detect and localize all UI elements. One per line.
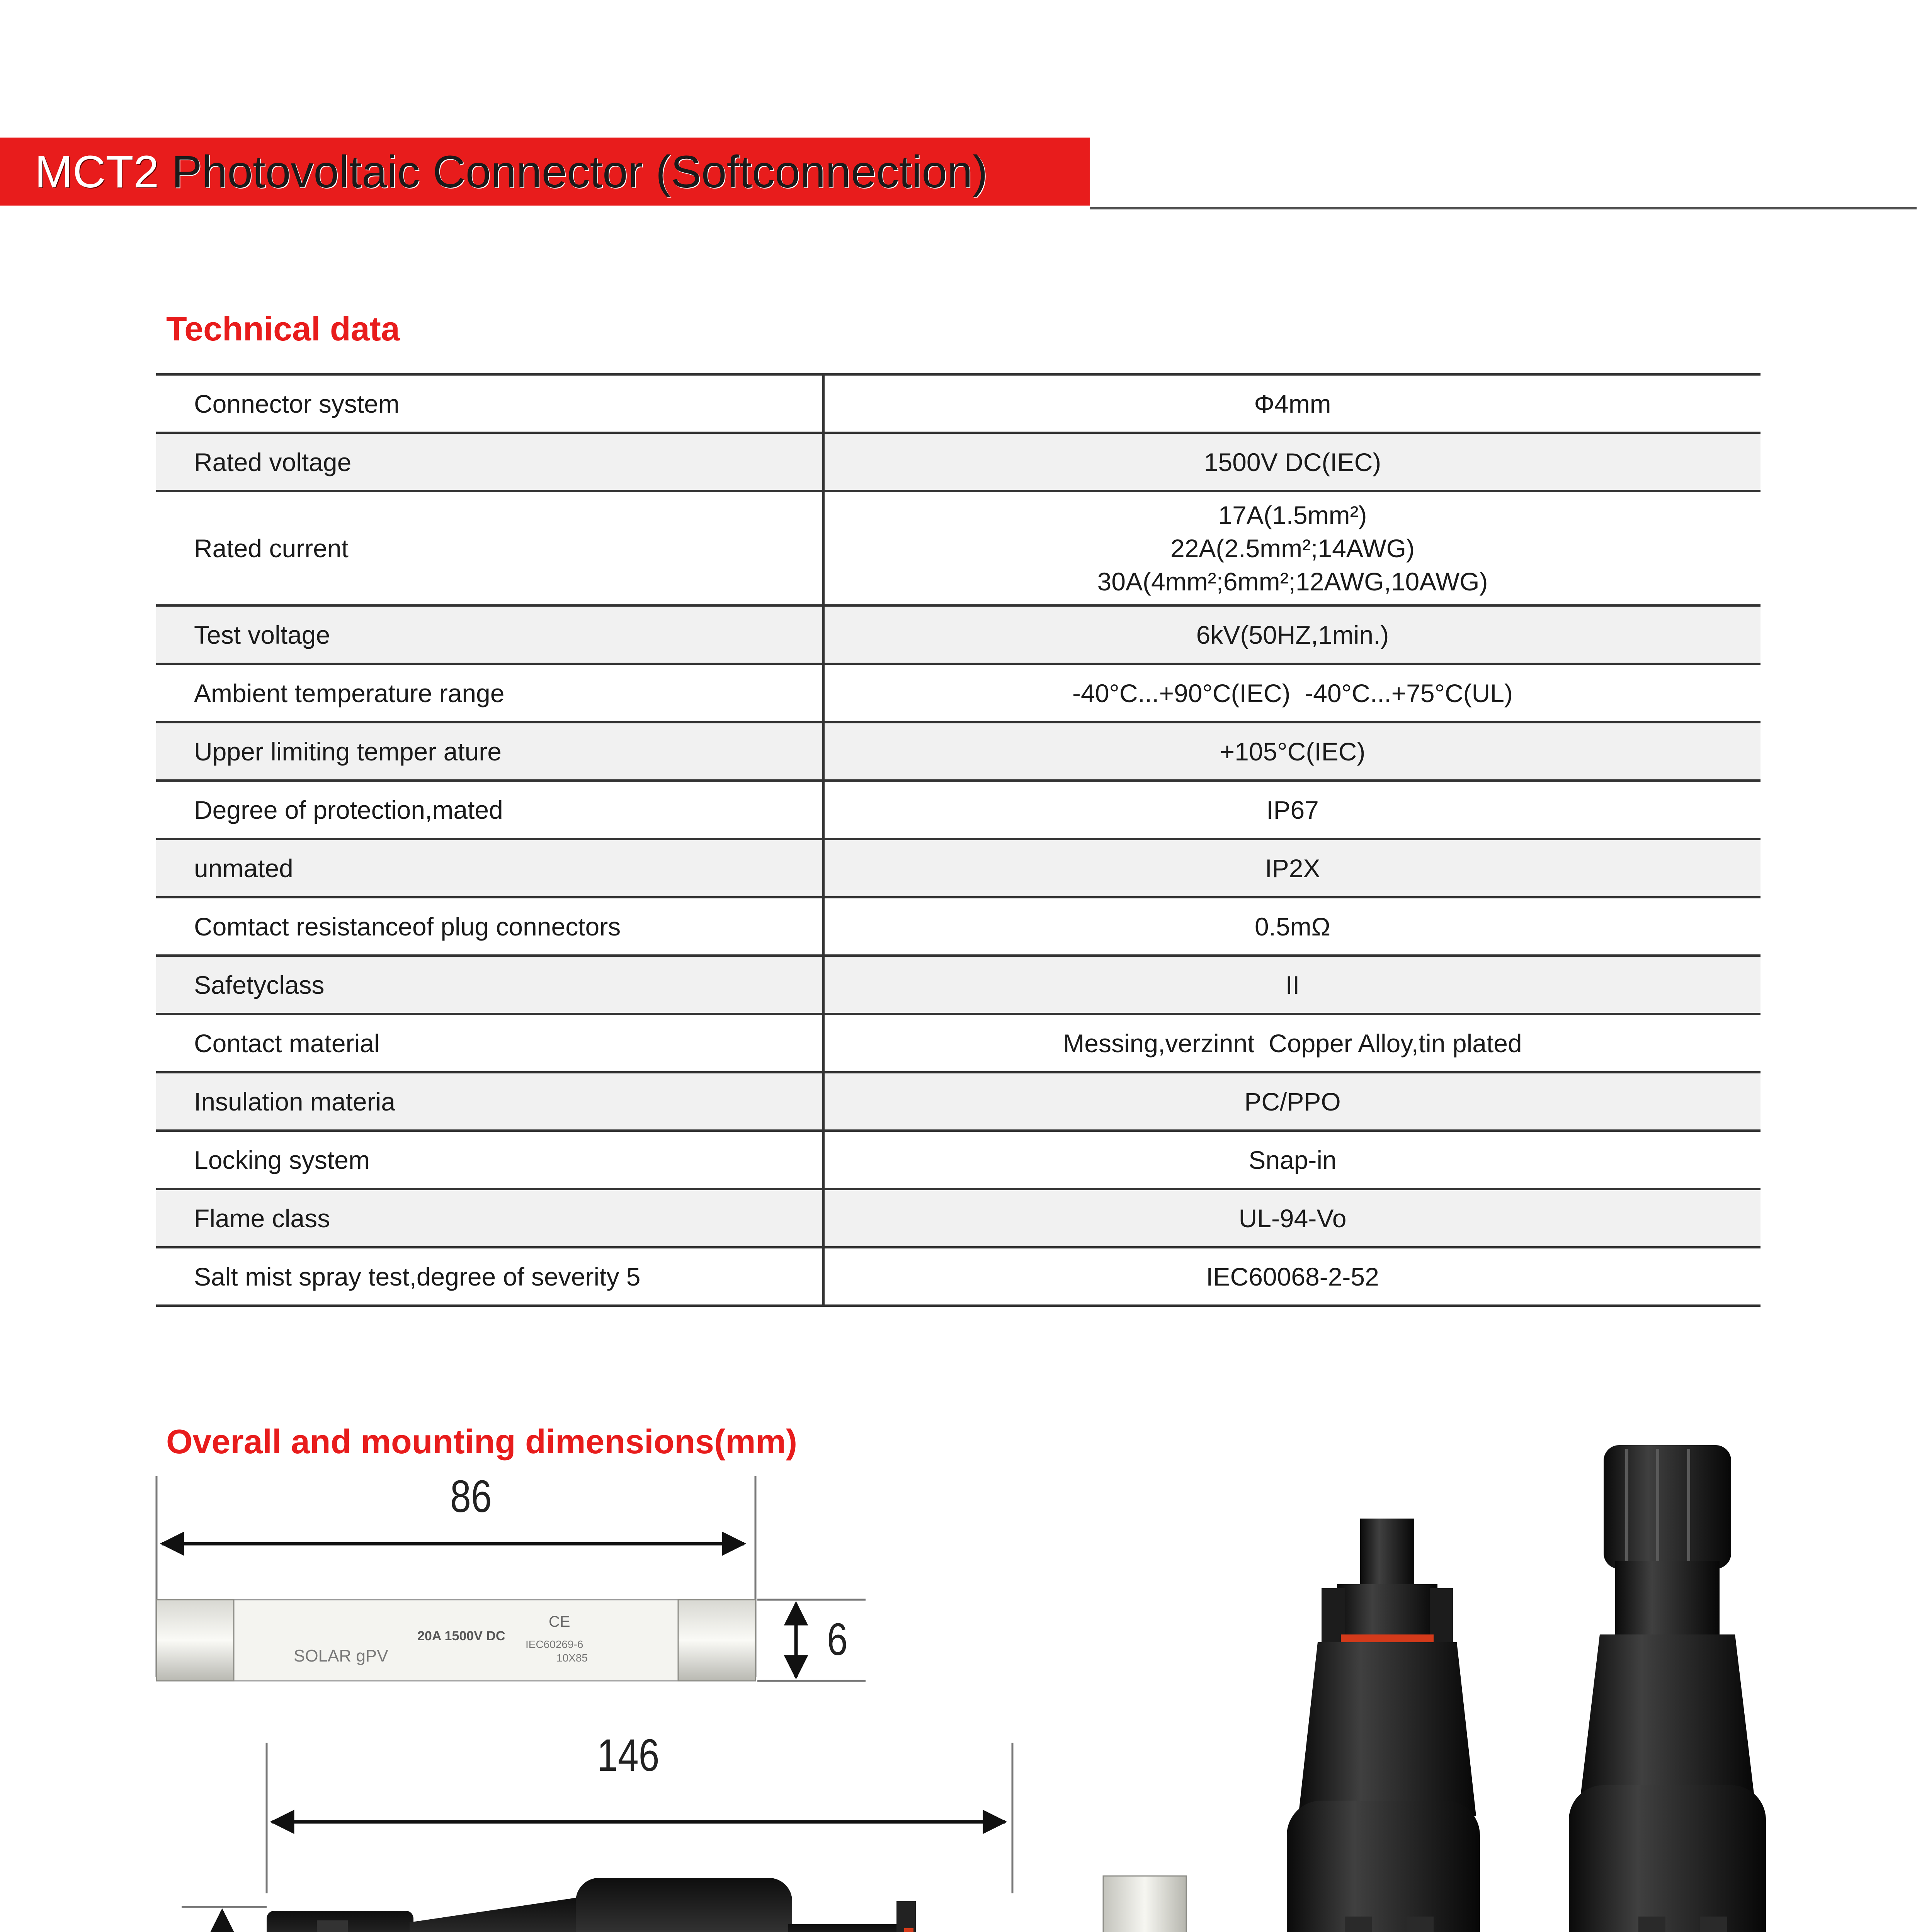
holder-length-label: 146	[597, 1730, 660, 1781]
row-label: Test voltage	[156, 605, 823, 664]
row-value: +105°C(IEC)	[823, 722, 1761, 781]
row-value: UL-94-Vo	[823, 1189, 1761, 1247]
row-label: Insulation materia	[156, 1072, 823, 1131]
title-code: MCT2	[35, 146, 159, 197]
fuse-size: 10X85	[556, 1652, 588, 1664]
row-label: Contact material	[156, 1014, 823, 1072]
fuse-photo	[1103, 1876, 1186, 1932]
fuse-standard: IEC60269-6	[526, 1638, 583, 1650]
row-value: 0.5mΩ	[823, 897, 1761, 956]
fuse-drawing	[156, 1476, 866, 1681]
value-line: 22A(2.5mm²;14AWG)	[1170, 534, 1415, 563]
fuse-diameter-label: 6	[827, 1614, 848, 1665]
fuse-rating: 20A 1500V DC	[417, 1629, 505, 1643]
dimensions-heading: Overall and mounting dimensions(mm)	[166, 1422, 798, 1461]
fuse-length-label: 86	[450, 1471, 492, 1522]
row-value: IP67	[823, 781, 1761, 839]
row-label: Rated voltage	[156, 433, 823, 491]
connector-photo-right	[1569, 1445, 1766, 1932]
row-label: Connector system	[156, 374, 823, 433]
fuse-brand: SOLAR gPV	[294, 1646, 388, 1665]
row-label: Locking system	[156, 1131, 823, 1189]
row-value: -40°C...+90°C(IEC) -40°C...+75°C(UL)	[823, 664, 1761, 722]
row-label: unmated	[156, 839, 823, 897]
row-label: Ambient temperature range	[156, 664, 823, 722]
technical-data-heading: Technical data	[166, 310, 400, 348]
row-value: IEC60068-2-52	[823, 1247, 1761, 1306]
row-label: Safetyclass	[156, 956, 823, 1014]
row-label: Rated current	[156, 491, 823, 605]
row-label: Upper limiting temper ature	[156, 722, 823, 781]
value-line: 30A(4mm²;6mm²;12AWG,10AWG)	[1097, 567, 1488, 596]
row-value: PC/PPO	[823, 1072, 1761, 1131]
row-value: Snap-in	[823, 1131, 1761, 1189]
row-value: 6kV(50HZ,1min.)	[823, 605, 1761, 664]
title-text: Photovoltaic Connector (Softconnection)	[159, 146, 988, 197]
row-label: Comtact resistanceof plug connectors	[156, 897, 823, 956]
value-line: 17A(1.5mm²)	[1218, 501, 1367, 529]
fuse-marks: CE	[549, 1613, 570, 1630]
row-label: Flame class	[156, 1189, 823, 1247]
row-value: Messing,verzinnt Copper Alloy,tin plated	[823, 1014, 1761, 1072]
row-label: Salt mist spray test,degree of severity 5	[156, 1247, 823, 1306]
row-value: Φ4mm	[823, 374, 1761, 433]
row-value: IP2X	[823, 839, 1761, 897]
row-value: II	[823, 956, 1761, 1014]
connector-photo-left	[1287, 1519, 1480, 1932]
row-value: 1500V DC(IEC)	[823, 433, 1761, 491]
row-label: Degree of protection,mated	[156, 781, 823, 839]
